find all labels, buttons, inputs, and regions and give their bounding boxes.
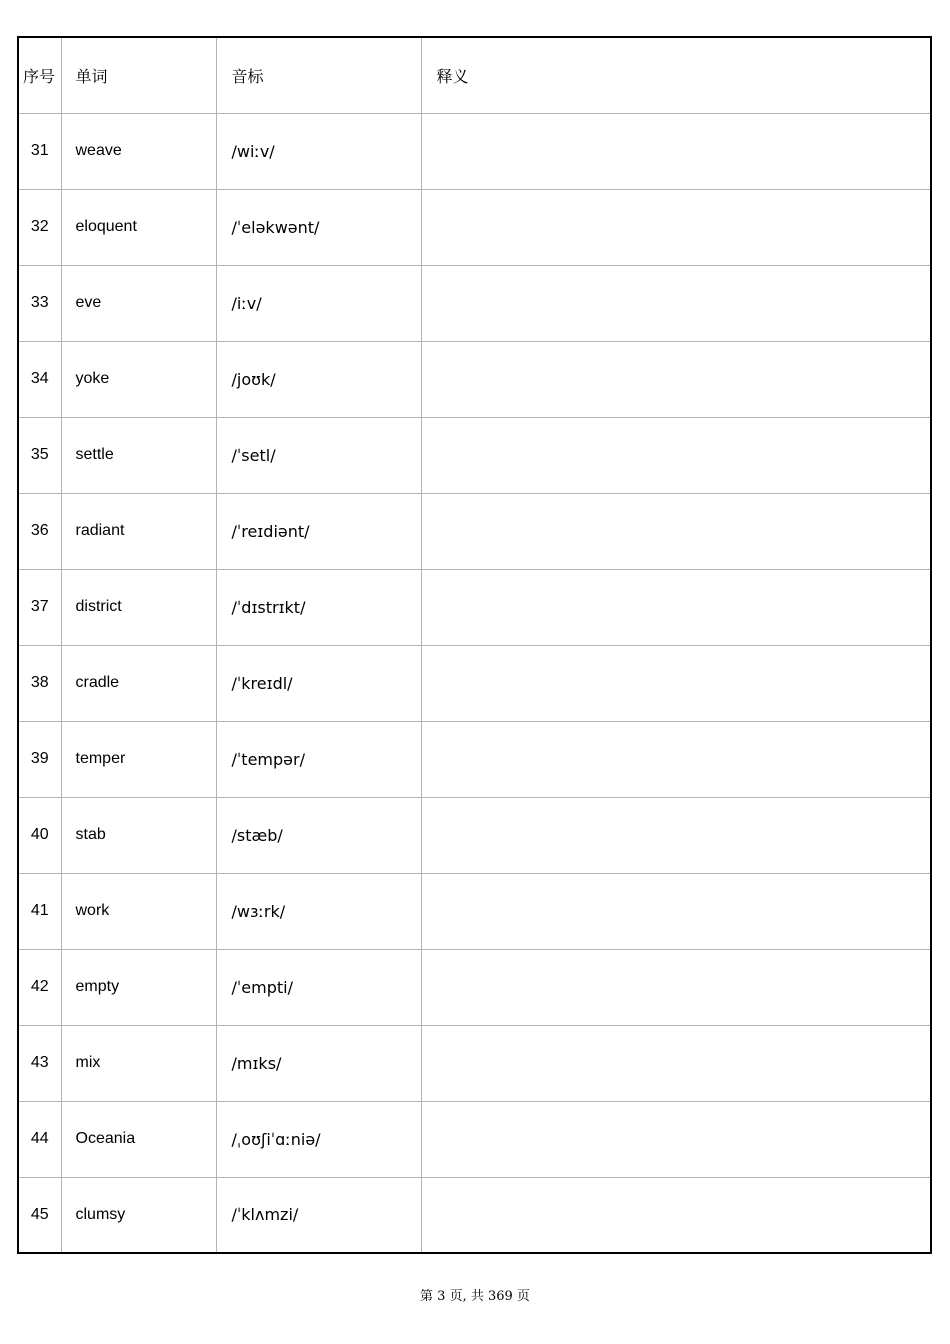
row-phonetic: /ˈdɪstrɪkt/ xyxy=(216,569,421,645)
table-row xyxy=(18,189,931,265)
row-definition xyxy=(421,1025,931,1101)
row-definition xyxy=(421,721,931,797)
row-definition xyxy=(421,493,931,569)
row-definition xyxy=(421,113,931,189)
row-definition xyxy=(421,1177,931,1253)
header-word: 单词 xyxy=(61,37,216,113)
row-number: 42 xyxy=(18,949,61,1025)
row-word: eve xyxy=(61,265,216,341)
table-row xyxy=(18,113,931,189)
row-phonetic: /ˈsetl/ xyxy=(216,417,421,493)
row-definition xyxy=(421,797,931,873)
row-word: district xyxy=(61,569,216,645)
row-phonetic: /ˈtempər/ xyxy=(216,721,421,797)
row-number: 40 xyxy=(18,797,61,873)
table-row xyxy=(18,1101,931,1177)
row-phonetic: /ˈreɪdiənt/ xyxy=(216,493,421,569)
row-word: mix xyxy=(61,1025,216,1101)
table-row xyxy=(18,265,931,341)
header-number: 序号 xyxy=(18,37,61,113)
row-word: yoke xyxy=(61,341,216,417)
row-phonetic: /joʊk/ xyxy=(216,341,421,417)
table-row xyxy=(18,341,931,417)
row-definition xyxy=(421,949,931,1025)
table-row xyxy=(18,949,931,1025)
row-phonetic: /ˈklʌmzi/ xyxy=(216,1177,421,1253)
header-definition: 释义 xyxy=(421,37,931,113)
vocabulary-table xyxy=(17,36,932,1254)
table-row xyxy=(18,1025,931,1101)
row-number: 32 xyxy=(18,189,61,265)
row-number: 44 xyxy=(18,1101,61,1177)
row-definition xyxy=(421,341,931,417)
table-body xyxy=(18,113,931,1253)
row-word: radiant xyxy=(61,493,216,569)
row-phonetic: /wɜːrk/ xyxy=(216,873,421,949)
row-phonetic: /ˈeləkwənt/ xyxy=(216,189,421,265)
table-row xyxy=(18,1177,931,1253)
row-phonetic: /ˈkreɪdl/ xyxy=(216,645,421,721)
page-footer: 第 3 页, 共 369 页 xyxy=(420,1289,530,1304)
row-definition xyxy=(421,189,931,265)
row-definition xyxy=(421,873,931,949)
row-word: empty xyxy=(61,949,216,1025)
row-number: 36 xyxy=(18,493,61,569)
row-definition xyxy=(421,1101,931,1177)
row-phonetic: /mɪks/ xyxy=(216,1025,421,1101)
row-phonetic: /wiːv/ xyxy=(216,113,421,189)
row-number: 34 xyxy=(18,341,61,417)
row-number: 45 xyxy=(18,1177,61,1253)
table-row xyxy=(18,417,931,493)
row-definition xyxy=(421,265,931,341)
row-word: Oceania xyxy=(61,1101,216,1177)
table-row xyxy=(18,645,931,721)
row-word: settle xyxy=(61,417,216,493)
row-phonetic: /ˌoʊʃiˈɑːniə/ xyxy=(216,1101,421,1177)
row-word: stab xyxy=(61,797,216,873)
row-phonetic: /ˈempti/ xyxy=(216,949,421,1025)
row-number: 38 xyxy=(18,645,61,721)
table-row xyxy=(18,721,931,797)
row-number: 33 xyxy=(18,265,61,341)
row-definition xyxy=(421,417,931,493)
row-number: 43 xyxy=(18,1025,61,1101)
table-row xyxy=(18,797,931,873)
row-word: work xyxy=(61,873,216,949)
row-number: 39 xyxy=(18,721,61,797)
row-word: cradle xyxy=(61,645,216,721)
table-row xyxy=(18,569,931,645)
row-word: temper xyxy=(61,721,216,797)
row-word: clumsy xyxy=(61,1177,216,1253)
row-number: 31 xyxy=(18,113,61,189)
table-header-row xyxy=(18,37,931,113)
table-row xyxy=(18,873,931,949)
row-word: weave xyxy=(61,113,216,189)
row-word: eloquent xyxy=(61,189,216,265)
table-row xyxy=(18,493,931,569)
row-number: 35 xyxy=(18,417,61,493)
row-phonetic: /stæb/ xyxy=(216,797,421,873)
row-number: 41 xyxy=(18,873,61,949)
row-phonetic: /iːv/ xyxy=(216,265,421,341)
row-number: 37 xyxy=(18,569,61,645)
row-definition xyxy=(421,569,931,645)
row-definition xyxy=(421,645,931,721)
header-phonetic: 音标 xyxy=(216,37,421,113)
